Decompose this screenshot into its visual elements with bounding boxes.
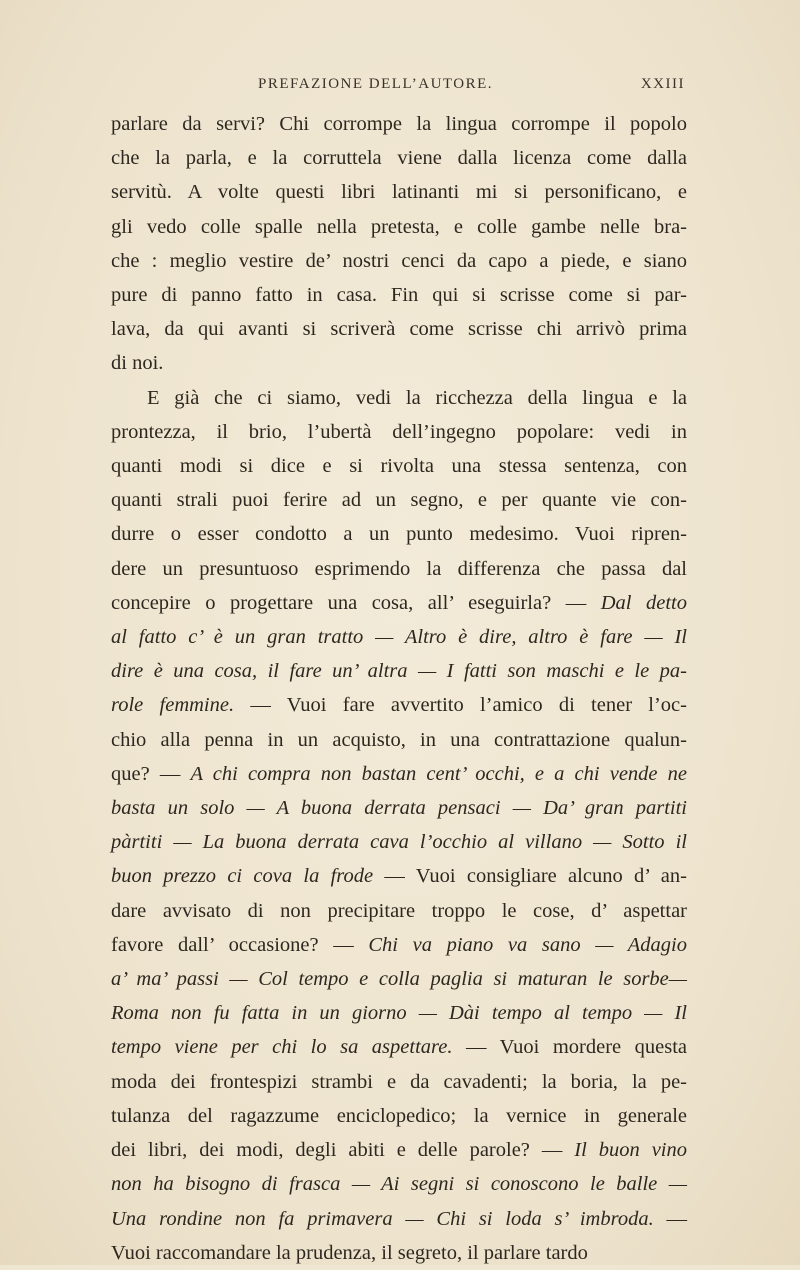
text-span: moda dei frontespizi strambi e da cavadenti; la boria, la pe- <box>111 1070 687 1093</box>
text-line <box>111 962 687 996</box>
text-span: di noi. <box>111 352 164 375</box>
text-line <box>111 928 687 962</box>
text-line <box>111 825 687 859</box>
text-line <box>111 1030 687 1064</box>
text-span: — Vuoi mordere questa <box>452 1036 688 1059</box>
text-line <box>111 210 687 244</box>
text-line <box>111 1133 687 1167</box>
italic-span: A chi compra non bastan cent’ occhi, e a chi vende ne <box>190 762 687 785</box>
text-span: concepire o progettare una cosa, all’ eseguirla? — <box>111 591 601 614</box>
text-line <box>111 723 687 757</box>
text-span: lava, da qui avanti si scriverà come scrisse chi arrivò prima <box>111 318 687 341</box>
italic-span: a’ ma’ passi — Col tempo e colla paglia si maturan le sorbe— <box>111 968 687 991</box>
text-span: che la parla, e la corruttela viene dalla licenza come dalla <box>111 147 687 170</box>
text-span: servitù. A volte questi libri latinanti mi si personificano, e <box>111 181 687 204</box>
text-line <box>111 312 687 346</box>
text-line <box>111 449 687 483</box>
text-line <box>111 859 687 893</box>
page-number: XXIII <box>640 76 685 92</box>
text-line <box>111 1065 687 1099</box>
text-span: prontezza, il brio, l’ubertà dell’ingegno popolare: vedi in <box>111 420 687 443</box>
text-line <box>111 688 687 722</box>
italic-span: tempo viene per chi lo sa aspettare. <box>111 1036 453 1059</box>
text-line <box>111 620 687 654</box>
text-span: pure di panno fatto in casa. Fin qui si scrisse come si par- <box>111 284 687 307</box>
italic-span: buon prezzo ci cova la frode <box>111 865 374 888</box>
text-line <box>111 1202 687 1236</box>
body-text <box>111 107 687 1270</box>
text-line <box>111 141 687 175</box>
italic-span: Una rondine non fa primavera — Chi si loda s’ imbroda. <box>111 1207 654 1230</box>
italic-span: dire è una cosa, il fare un’ altra — I fatti son maschi e le pa- <box>111 660 687 683</box>
text-span: gli vedo colle spalle nella pretesta, e colle gambe nelle bra- <box>111 215 687 238</box>
text-line <box>111 791 687 825</box>
text-span: — Vuoi fare avvertito l’amico di tener l’oc- <box>234 694 687 717</box>
text-span: E già che ci siamo, vedi la ricchezza della lingua e la <box>147 386 687 409</box>
italic-span: role femmine. <box>111 694 235 717</box>
text-span: chio alla penna in un acquisto, in una contrattazione qualun- <box>111 728 687 751</box>
text-line <box>111 757 687 791</box>
text-line <box>111 517 687 551</box>
text-span: favore dall’ occasione? — <box>111 933 369 956</box>
italic-span: basta un solo — A buona derrata pensaci — Da’ gran partiti <box>111 797 687 820</box>
page-header <box>110 76 685 100</box>
text-span: quanti modi si dice e si rivolta una stessa sentenza, con <box>111 455 687 478</box>
text-line <box>111 415 687 449</box>
text-span: quanti strali puoi ferire ad un segno, e per quante vie con- <box>111 489 687 512</box>
text-line <box>111 552 687 586</box>
text-line <box>111 1167 687 1201</box>
italic-span: Dal detto <box>600 591 687 614</box>
italic-span: pàrtiti — La buona derrata cava l’occhio al villano — Sotto il <box>111 831 687 854</box>
text-span: Vuoi raccomandare la prudenza, il segreto, il parlare tardo <box>111 1241 588 1264</box>
text-span: durre o esser condotto a un punto medesimo. Vuoi ripren- <box>111 523 687 546</box>
text-line <box>111 278 687 312</box>
italic-span: non ha bisogno di frasca — Ai segni si conoscono le balle — <box>111 1173 687 1196</box>
text-line <box>111 996 687 1030</box>
italic-span: Il buon vino <box>574 1139 687 1162</box>
text-line <box>111 483 687 517</box>
text-span: dare avvisato di non precipitare troppo le cose, d’ aspettar <box>111 899 687 922</box>
text-span: — <box>653 1207 687 1230</box>
text-span: tulanza del ragazzume enciclopedico; la vernice in generale <box>111 1104 687 1127</box>
text-span: parlare da servi? Chi corrompe la lingua corrompe il popolo <box>111 113 687 135</box>
text-line <box>111 107 687 141</box>
text-line <box>111 381 687 415</box>
text-span: dere un presuntuoso esprimendo la differenza che passa dal <box>111 557 687 580</box>
text-line <box>111 586 687 620</box>
text-line <box>111 894 687 928</box>
italic-span: Chi va piano va sano — Adagio <box>368 933 687 956</box>
text-line <box>111 1099 687 1133</box>
text-span: — Vuoi consigliare alcuno d’ an- <box>373 865 687 888</box>
text-line <box>111 175 687 209</box>
running-title: PREFAZIONE DELL’AUTORE. <box>258 76 494 92</box>
text-line <box>111 346 687 380</box>
italic-span: al fatto c’ è un gran tratto — Altro è dire, altro è fare — Il <box>111 626 687 649</box>
italic-span: Roma non fu fatta in un giorno — Dài tempo al tempo — Il <box>111 1002 687 1025</box>
text-span: dei libri, dei modi, degli abiti e delle parole? — <box>111 1139 575 1162</box>
text-span: che : meglio vestire de’ nostri cenci da capo a piede, e siano <box>111 249 687 272</box>
text-line <box>111 654 687 688</box>
text-span: que? — <box>111 762 191 785</box>
text-line <box>111 244 687 278</box>
